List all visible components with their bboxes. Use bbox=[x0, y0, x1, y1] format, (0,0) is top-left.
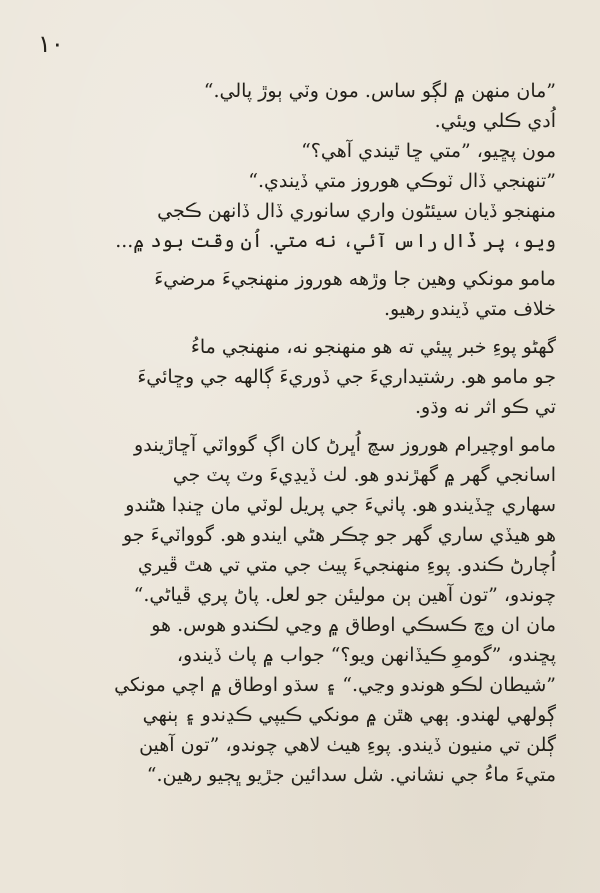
text-line: مون پڇيو، ”متي ڇا ٿيندي آهي؟“ bbox=[301, 140, 556, 162]
text-line: جو مامو هو. رشتيداريءَ جي ڏوريءَ ڳالهه جي وڇائيءَ bbox=[137, 366, 556, 388]
paragraph bbox=[44, 430, 556, 610]
paragraph bbox=[44, 264, 556, 324]
paragraph bbox=[44, 332, 556, 422]
text-line: سهاري ڇڏيندو هو. پاٺيءَ جي پريل لوٽي مان ڇنڊا هڻندو bbox=[125, 494, 556, 516]
text-line: چوندو، ”تون آهين ٻن موليئن جو لعل. پاڻ پري ڦياڻي.“ bbox=[133, 584, 556, 606]
paragraph bbox=[44, 196, 556, 256]
page-body-text bbox=[44, 76, 556, 790]
text-line: مامو مونکي وهين جا وڙهه هوروز منهنجيءَ مرضيءَ bbox=[154, 268, 556, 290]
paragraph bbox=[44, 136, 556, 166]
text-line: گهڻو پوءِ خبر پيئي ته هو منهنجو نه، منهنجي ماءُ bbox=[190, 336, 556, 358]
text-line: هو هيڏي ساري گهر جو چڪر هڻي ايندو هو. گوواٽيءَ جو bbox=[122, 524, 556, 546]
text-line: خلاف متي ڏيندو رهيو. bbox=[383, 298, 556, 320]
text-line: متيءَ ماءُ جي نشاني. شل سدائين جڙيو ڀڄيو رهين.“ bbox=[146, 764, 556, 786]
text-line: ”شيطان لڪو هوندو وڃي.“ ۽ سڌو اوطاق ۾ اچي مونکي bbox=[114, 674, 556, 696]
text-line: ڳولهي لهندو. ٻهي هٿن ۾ مونکي ڪيپي ڪڍندو ۽ ٻنهي bbox=[142, 704, 556, 726]
text-line: اسانجي گهر ۾ گهڙندو هو. لٺ ڏيڍيءَ وٽ پٽ جي bbox=[172, 464, 556, 486]
text-line: اُدي ڪلي ويئي. bbox=[434, 110, 556, 132]
text-line: ڳلن تي منيون ڏيندو. پوءِ هيٺ لاهي چوندو، ”تون آهين bbox=[139, 734, 556, 756]
text-line: ويو، پر ڏال راس آئي، نه متي. اُن وقت بود ۾... bbox=[115, 230, 556, 252]
text-line: ”مان منهن ۾ لڳو ساس. مون وٽي ٻوڙ پالي.“ bbox=[203, 80, 556, 102]
text-line: پڇندو، ”گوموِ ڪيڏانهن ويو؟“ جواب ۾ پاٺ ڏيندو، bbox=[176, 644, 556, 666]
text-line: ”تنهنجي ڏال ٽوڪي هوروز متي ڏيندي.“ bbox=[248, 170, 556, 192]
text-line: تي ڪو اثر نه وڌو. bbox=[415, 396, 556, 418]
text-line: مان ان وچ ڪسڪي اوطاق ۾ وڃي لڪندو هوس. هو bbox=[151, 614, 556, 636]
text-line: اُچارڻ ڪندو. پوءِ منهنجيءَ پيٺ جي متي تي هٿ ڦيري bbox=[137, 554, 556, 576]
paragraph bbox=[44, 76, 556, 136]
page-number: ١٠ bbox=[38, 30, 64, 58]
paragraph bbox=[44, 166, 556, 196]
text-line: مامو اوچيرام هوروز سچ اُڀرڻ کان اڳ گوواٽي آڇاڙيندو bbox=[134, 434, 556, 456]
text-line: منهنجو ڏيان سيئڻون واري سانوري ڏال ڏانهن ڪجي bbox=[157, 200, 556, 222]
paragraph bbox=[44, 610, 556, 790]
